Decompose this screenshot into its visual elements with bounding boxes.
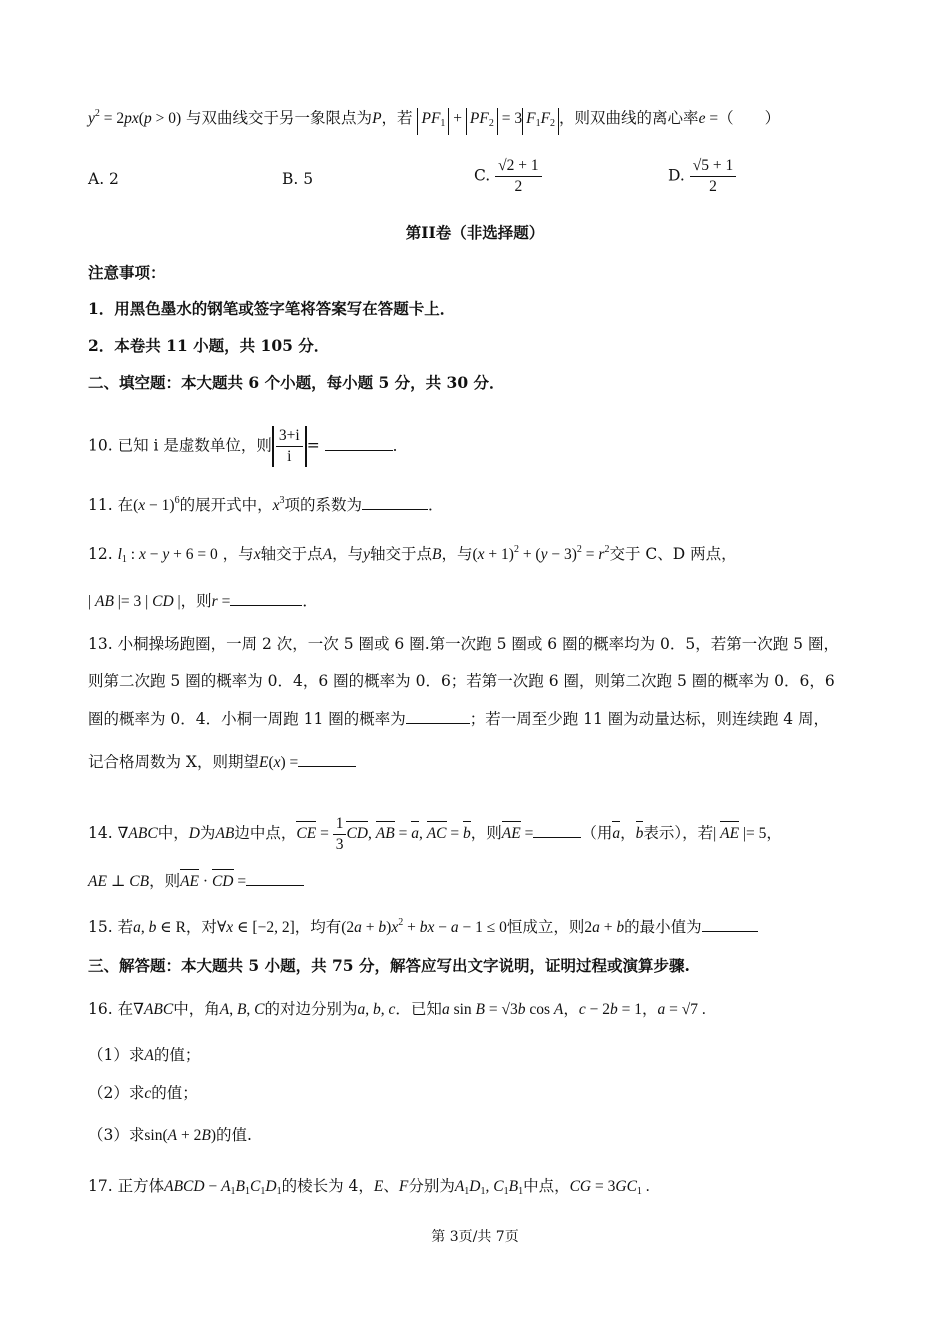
q13-line-4	[88, 751, 880, 774]
cube-name: ABCD − $A_1B_1C_1D_1$	[164, 1178, 282, 1197]
q10-equals: =	[306, 436, 320, 455]
q17-number: 17.	[88, 1177, 113, 1195]
q17-ratio: CG = $3GC_1$ .	[569, 1178, 650, 1197]
q14-number: 14.	[88, 824, 113, 843]
q12-text-a: ，与	[222, 545, 254, 563]
question-10: 10. 已知 i 是虚数单位，则 $\frac{3+i}{i}$ = ．	[88, 427, 409, 465]
q16-part-3-expr: sin(A + 2B)	[144, 1127, 216, 1144]
q13-line-3	[88, 708, 880, 730]
q16-text-a: 在	[117, 1000, 134, 1018]
q14-text-h: ，则	[149, 872, 181, 890]
q15-domain: a, b ∈ R	[133, 919, 186, 936]
question-16	[88, 998, 880, 1021]
q16-part-1-b: 的值；	[153, 1046, 201, 1064]
option-a: A. 2	[88, 170, 119, 188]
q15-number: 15.	[88, 918, 113, 936]
q17-text-d: 分别为	[408, 1177, 455, 1195]
q10-answer-blank[interactable]	[325, 436, 393, 451]
q12-radius: r =	[211, 593, 231, 610]
q12-text-f: 交于 C、D 两点，	[609, 545, 737, 563]
option-d-label: D.	[668, 166, 685, 185]
q14-vec-b: b	[636, 823, 644, 845]
q9-text-a: 与双曲线交于另一象限点为	[186, 109, 373, 127]
q12-point-b: B	[431, 546, 442, 563]
q13-line-4a: 记合格周数为 X，则期望	[88, 753, 259, 771]
q16-sides: a, b, c	[357, 1001, 396, 1018]
question-14-line-1	[88, 814, 880, 855]
q12-condition: | AB |= 3 | CD |	[88, 593, 181, 610]
q12-number: 12.	[88, 545, 113, 563]
q10-abs: $\frac{3+i}{i}$	[272, 426, 307, 467]
question-11: 11. 在$(x - 1)^6$的展开式中，$x^3$项的系数为 ．	[88, 495, 444, 514]
q16-part-1-var: A	[144, 1047, 154, 1064]
binomial-expression: $(x - 1)^6$	[133, 495, 180, 514]
q10-number: 10.	[88, 436, 113, 455]
q15-text-b: ，对	[185, 918, 217, 936]
question-12-line-2: | AB |= 3 | CD |，则r = ．	[88, 592, 318, 610]
option-c-label: C.	[474, 166, 491, 185]
option-d-fraction: $\frac{√5 + 1}{2}$	[690, 156, 737, 197]
q14-text-f: ，	[620, 824, 636, 843]
q9-paren: （ ）	[718, 109, 781, 127]
q17-edges: $A_1D_1$, $C_1B_1$	[454, 1178, 524, 1197]
notice-title: 注意事项：	[88, 263, 166, 282]
circle-equation: $(x + 1)^2 + (y - 3)^2 = r^2$	[472, 544, 610, 563]
q17-text-c: 、	[383, 1177, 399, 1195]
q14-text-g: 表示），若	[643, 824, 714, 843]
q17-text-a: 正方体	[117, 1177, 165, 1195]
q11-text-a: 在	[117, 496, 134, 514]
q14-text-c: 边中点，	[234, 824, 297, 843]
q17-text-e: 中点，	[523, 1177, 570, 1195]
q12-text-b: 轴交于点	[260, 545, 323, 563]
line-l1-equation: $l_1$ : x − y + 6 = 0	[117, 546, 218, 565]
q15-forall: ∀x ∈ [−2, 2]	[216, 919, 295, 936]
q16-conditions: a sin B = √3b cos A，c − 2b = 1，a = √7 .	[441, 1001, 706, 1018]
q16-part-3-b: 的值.	[215, 1126, 252, 1144]
parabola-equation: $y^2 = 2px(p > 0)$	[88, 108, 182, 127]
q16-angles: A, B, C	[219, 1001, 265, 1018]
q12-axis-x: x	[253, 546, 261, 563]
q13-line-1: 13. 小桐操场跑圈，一周 2 次，一次 5 圈或 6 圈.第一次跑 5 圈或 6 圈的概率均为 0．5，若第一次跑 5 圈，	[88, 635, 839, 653]
q16-part-2-a: （2）求	[88, 1084, 145, 1102]
q9-text-b: ，若	[381, 109, 413, 127]
q14-text-b: 为	[199, 824, 216, 843]
vector-relations: CE = $\frac{1}{3}$ CD, AB = a, AC = b	[296, 815, 471, 853]
q9-text-c: ，则双曲线的离心率	[559, 109, 699, 127]
q16-part-3	[88, 1124, 880, 1147]
section2-title: 第II卷（非选择题）	[405, 223, 545, 242]
q11-text-c: 项的系数为	[284, 496, 362, 514]
q16-part-2-var: c	[144, 1085, 152, 1102]
q17-point-f: F	[398, 1178, 409, 1195]
q12-line2-text: ，则	[180, 592, 212, 610]
q13-line-3a: 圈的概率为 0．4．小桐一周跑 11 圈的概率为	[88, 710, 406, 728]
option-d	[668, 156, 736, 197]
question-14-line-2	[88, 870, 880, 893]
q11-term: $x^3$	[272, 495, 285, 514]
triangle-abc: ∇ABC	[117, 825, 158, 843]
q14-segment-ab: AB	[215, 825, 235, 843]
ae-magnitude: | AE |= 5，	[713, 825, 782, 842]
q15-text-e: 的最小值为	[624, 918, 702, 936]
q12-text-c: ，与	[332, 545, 364, 563]
q16-part-3-a: （3）求	[88, 1126, 145, 1144]
q14-answer-blank-1[interactable]	[533, 823, 581, 838]
part3-title: 三、解答题：本大题共 5 小题，共 75 分，解答应写出文字说明，证明过程或演算步骤.	[88, 956, 690, 975]
q16-triangle: ∇ABC	[133, 1001, 174, 1018]
q15-answer-blank[interactable]	[702, 917, 758, 932]
q14-answer-blank-2[interactable]	[246, 871, 304, 886]
q12-point-a: A	[322, 546, 333, 563]
q17-point-e: E	[373, 1178, 384, 1195]
notice-item-1: 1．用黑色墨水的钢笔或签字笔将答案写在答题卡上．	[88, 299, 456, 318]
q12-text-e: ，与	[441, 545, 473, 563]
q9-point: P	[372, 110, 382, 127]
q16-part-1-a: （1）求	[88, 1046, 145, 1064]
q16-text-b: 中，角	[173, 1000, 220, 1018]
q11-number: 11.	[88, 496, 113, 514]
q14-text-e: （用	[581, 824, 613, 843]
q15-inequality: $(2a + b)x^2$ + bx − a − 1 ≤ 0	[341, 917, 507, 936]
q13-line-3b: ；若一周至少跑 11 圈为动量达标，则连续跑 4 周，	[469, 710, 830, 728]
focal-condition: $PF_1 + PF_2 = 3$ $F_1F_2$	[417, 110, 559, 127]
question-17	[88, 1175, 880, 1203]
q17-text-b: 的棱长为 4，	[281, 1177, 374, 1195]
q15-text-a: 若	[117, 918, 134, 936]
q16-text-c: 的对边分别为	[264, 1000, 358, 1018]
q16-text-d: ．已知	[395, 1000, 442, 1018]
q15-text-d: 恒成立，则	[506, 918, 585, 936]
q13-answer-blank-1[interactable]	[406, 709, 470, 724]
page-footer: 第 3页/共 7页	[431, 1229, 519, 1245]
q13-answer-blank-2[interactable]	[298, 752, 356, 767]
q10-text: 已知 i 是虚数单位，则	[117, 436, 272, 455]
dot-product: AE · CD =	[180, 873, 246, 890]
eccentricity-symbol: e =	[698, 110, 719, 127]
q11-answer-blank[interactable]	[362, 495, 428, 510]
q14-text-a: 中，	[157, 824, 189, 843]
q9-tail-line	[88, 103, 880, 135]
perpendicular-condition: AE ⊥ CB	[88, 873, 150, 890]
q15-target: 2a + b	[584, 919, 625, 936]
q16-part-2	[88, 1082, 880, 1105]
option-b: B. 5	[282, 170, 314, 188]
notice-item-2: 2．本卷共 11 小题，共 105 分．	[88, 336, 330, 355]
q14-vec-a: a	[612, 823, 620, 845]
q16-part-1	[88, 1044, 880, 1067]
q16-number: 16.	[88, 1000, 113, 1018]
q15-text-c: ，均有	[294, 918, 342, 936]
q12-axis-y: y	[363, 546, 370, 563]
q14-point-d: D	[188, 825, 200, 843]
q13-line-2: 则第二次跑 5 圈的概率为 0．4，6 圈的概率为 0．6；若第一次跑 6 圈，则第二次跑 5 圈的概率为 0．6，6	[88, 672, 835, 690]
expectation-symbol: E(x) =	[258, 754, 299, 771]
q14-text-d: ，则	[470, 824, 502, 843]
vector-ae: AE =	[502, 825, 534, 842]
q11-text-b: 的展开式中，	[179, 496, 273, 514]
option-c	[474, 156, 542, 197]
q12-text-d: 轴交于点	[369, 545, 432, 563]
question-15	[88, 912, 880, 939]
q16-part-2-b: 的值；	[151, 1084, 198, 1102]
option-c-fraction: $\frac{√2 + 1}{2}$	[495, 156, 542, 197]
question-12-line-1	[88, 539, 880, 571]
q12-answer-blank[interactable]	[230, 591, 302, 606]
part2-title: 二、填空题：本大题共 6 个小题，每小题 5 分，共 30 分．	[88, 373, 505, 392]
